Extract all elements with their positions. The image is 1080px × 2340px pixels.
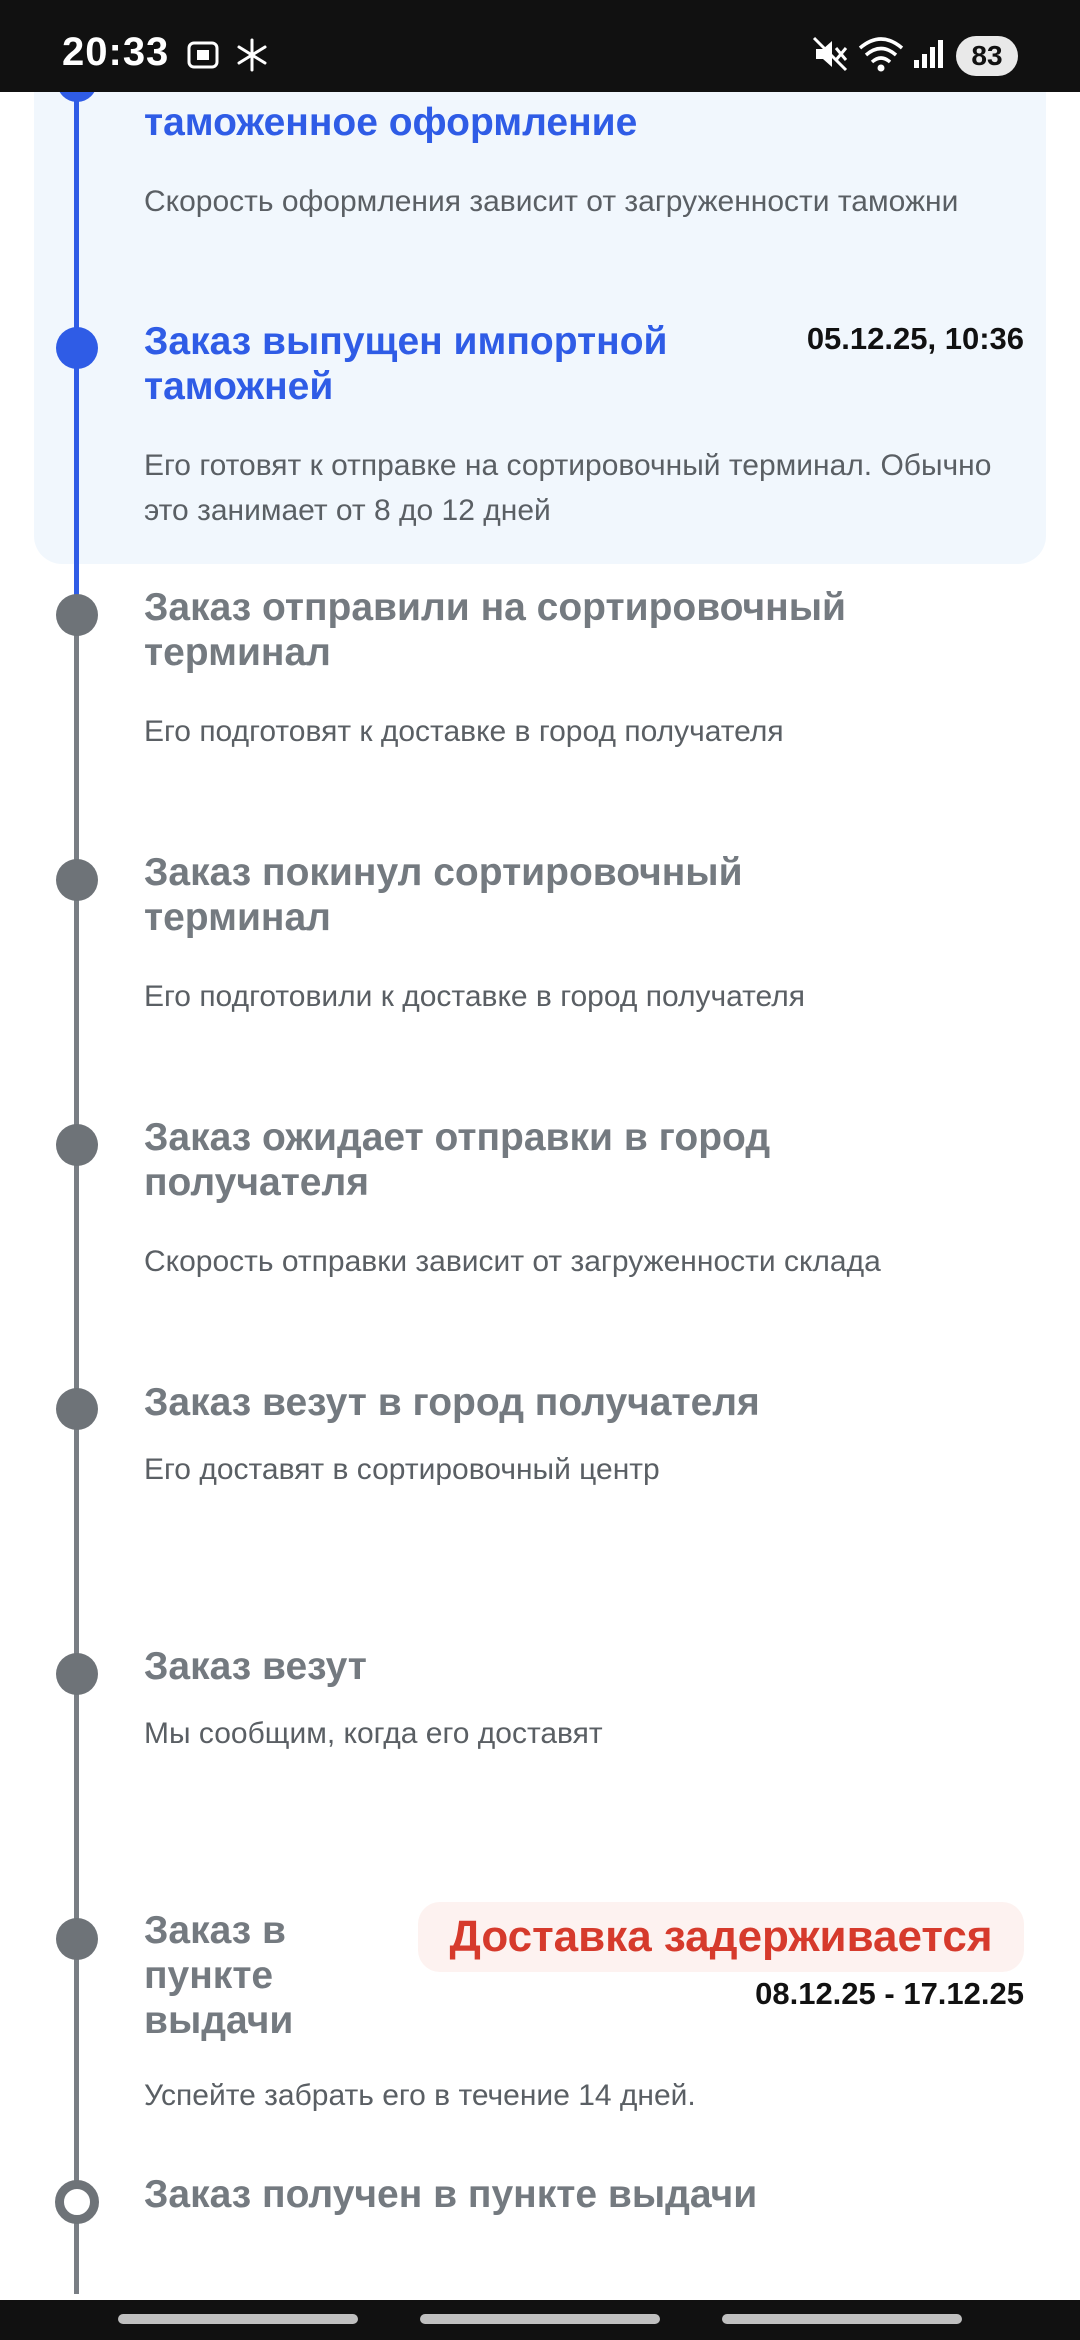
timeline-dot [56,1918,98,1960]
navigation-bar [0,2300,1080,2340]
status-bar [0,0,1080,92]
timeline-dot [56,859,98,901]
mute-icon [812,36,848,77]
signal-icon [912,38,944,75]
timeline-step [144,1380,1024,1492]
step-title: Заказ в пункте выдачи [144,1909,294,2042]
delivery-delayed-badge: Доставка задерживается [418,1902,1024,1972]
step-description: Мы сообщим, когда его доставят [144,1717,603,1750]
battery-indicator: 83 [956,36,1018,76]
step-description: Его готовят к отправке на сортировочный терминал. Обычно это занимает от 8 до 12 дней [144,449,992,527]
snowflake-icon [236,38,268,77]
step-title: Заказ отправили на сортировочный терминал [144,586,846,674]
nav-home-handle[interactable] [420,2314,660,2324]
nav-recents-handle[interactable] [722,2314,962,2324]
step-title: Заказ выпущен импортной таможней [144,320,668,408]
step-title: таможенное оформление [144,101,638,144]
nav-back-handle[interactable] [118,2314,358,2324]
timeline-step [144,100,1024,224]
timeline-dot [56,1653,98,1695]
timeline-step [144,2172,1024,2217]
timeline-dot [56,1388,98,1430]
step-description: Скорость отправки зависит от загруженности склада [144,1245,881,1278]
order-tracking-timeline[interactable] [0,92,1080,2300]
step-title: Заказ везут в город получателя [144,1381,760,1424]
timeline-dot-final [55,2180,99,2224]
step-title: Заказ ожидает отправки в город получателя [144,1116,771,1204]
step-description: Его подготовят к доставке в город получателя [144,715,784,748]
timeline-dot [56,594,98,636]
status-time: 20:33 [62,30,170,74]
timeline-dot [56,1124,98,1166]
timeline-step [144,1644,1024,1756]
timeline-step [144,850,1024,1019]
timeline-step [144,1115,1024,1284]
step-date-range: 08.12.25 - 17.12.25 [755,1976,1024,2011]
timeline-step [144,585,1024,754]
timeline-dot-current [56,327,98,369]
step-title: Заказ везут [144,1645,367,1688]
wifi-icon [858,36,904,77]
step-description: Его доставят в сортировочный центр [144,1453,660,1486]
screenshot-icon [186,38,220,77]
timeline-line-pending [74,596,79,2294]
step-title: Заказ получен в пункте выдачи [144,2173,758,2216]
step-title: Заказ покинул сортировочный терминал [144,851,743,939]
step-description: Успейте забрать его в течение 14 дней. [144,2079,696,2112]
step-description: Его подготовили к доставке в город получателя [144,980,805,1013]
step-description: Скорость оформления зависит от загруженности таможни [144,185,959,218]
step-date: 05.12.25, 10:36 [806,321,1024,356]
